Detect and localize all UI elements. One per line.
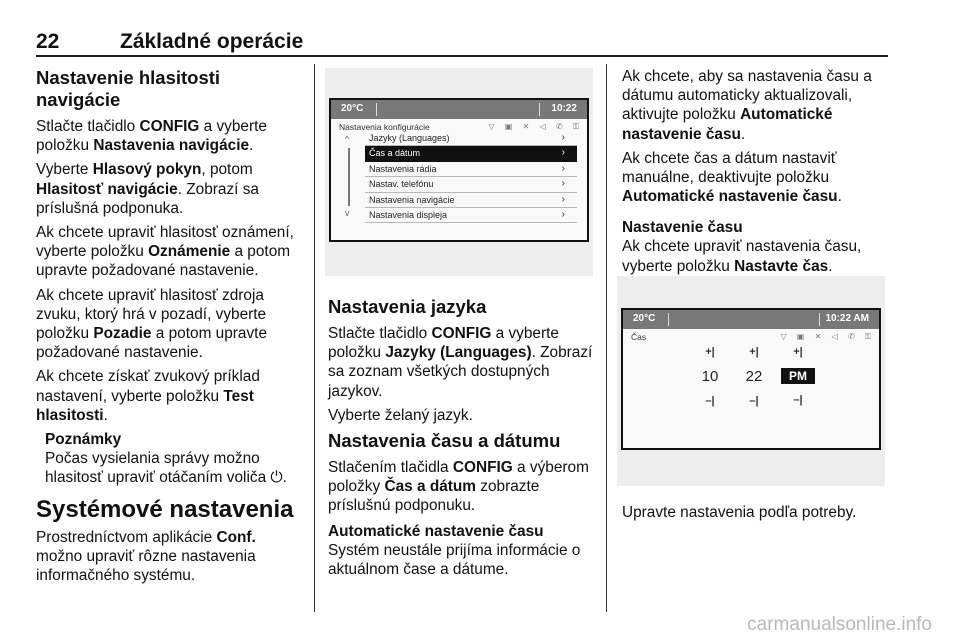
menu-item[interactable] — [365, 131, 577, 146]
screen-title: Čas — [631, 332, 647, 342]
menu-item-label: Nastavenia navigácie — [369, 194, 455, 205]
column-divider-2 — [606, 64, 607, 612]
menu-item-label: Nastav. telefónu — [369, 179, 434, 190]
menu-item[interactable] — [365, 193, 577, 208]
status-icons: ▽ ▣ ✕ ◁ ✆ ⚿ — [488, 122, 583, 131]
chevron-right-icon: › — [561, 162, 565, 174]
display-screen — [621, 308, 881, 450]
status-separator — [668, 313, 669, 326]
clock: 10:22 AM — [825, 313, 869, 324]
hour-plus-button[interactable]: +| — [705, 346, 715, 358]
figure-config-menu — [325, 68, 593, 276]
column-2 — [328, 296, 598, 584]
minute-minus-button[interactable]: –| — [749, 395, 759, 407]
paragraph: Ak chcete upraviť hlasitosť zdroja zvuku, ktorý hrá v pozadí, vyberte položku Pozadie a potom upravte požadované nastavenie. — [36, 286, 267, 362]
scroll-up-icon[interactable]: ^ — [345, 134, 350, 144]
paragraph: Ak chcete, aby sa nastavenia času a dátumu automaticky aktualizovali, aktivujte položku Automatické nastavenie času. — [622, 68, 872, 143]
section-heading-language: Nastavenia jazyka — [328, 296, 487, 317]
menu-item-label: Nastavenia rádia — [369, 163, 437, 174]
watermark: carmanualsonline.info — [747, 614, 932, 635]
chevron-right-icon: › — [561, 147, 565, 159]
paragraph: Vyberte Hlasový pokyn, potom Hlasitosť navigácie. Zobrazí sa príslušná podponuka. — [36, 161, 259, 217]
paragraph: Ak chcete získať zvukový príklad nastavení, vyberte položku Test hlasitosti. — [36, 368, 260, 424]
minute-control — [737, 346, 771, 407]
paragraph: Vyberte želaný jazyk. — [328, 406, 473, 424]
hour-minus-button[interactable]: –| — [705, 395, 715, 407]
figure-time-setting — [617, 276, 885, 486]
menu-item[interactable] — [365, 162, 577, 177]
chevron-right-icon: › — [561, 178, 565, 190]
chevron-right-icon: › — [561, 208, 565, 220]
status-separator — [539, 103, 540, 116]
subheading-auto-time: Automatické nastavenie času — [328, 522, 544, 540]
chevron-right-icon: › — [561, 132, 565, 143]
note-title: Poznámky — [45, 431, 122, 449]
chapter-title: Základné operácie — [120, 30, 304, 53]
chevron-right-icon: › — [561, 193, 565, 205]
column-3-bottom — [622, 503, 890, 527]
note-box — [36, 430, 306, 488]
menu-item-label: Jazyky (Languages) — [369, 133, 450, 143]
paragraph: Stlačte tlačidlo CONFIG a vyberte položku Jazyky (Languages). Zobrazí sa zoznam všetkých dostupných jazykov. — [328, 325, 593, 400]
config-menu-list — [365, 131, 577, 223]
hour-control — [693, 346, 727, 407]
paragraph: Ak chcete upraviť nastavenia času, vyberte položku Nastavte čas. — [622, 238, 862, 275]
column-3 — [622, 67, 890, 281]
paragraph: Prostredníctvom aplikácie Conf. možno upraviť rôzne nastavenia informačného systému. — [36, 528, 256, 585]
menu-item-label: Čas a dátum — [369, 148, 421, 159]
status-icons: ▽ ▣ ✕ ◁ ✆ ⚿ — [780, 332, 875, 341]
note-text: Počas vysielania správy možno hlasitosť upraviť otáčaním voliča ⏻. — [45, 450, 287, 487]
paragraph: Ak chcete čas a dátum nastaviť manuálne, deaktivujte položku Automatické nastavenie času. — [622, 149, 842, 206]
temperature: 20°C — [341, 103, 364, 114]
hour-value: 10 — [701, 368, 719, 385]
minute-plus-button[interactable]: +| — [749, 346, 759, 358]
menu-item[interactable] — [365, 146, 577, 161]
column-1 — [36, 67, 306, 590]
temperature: 20°C — [633, 313, 656, 324]
paragraph: Stlačením tlačidla CONFIG a výberom položky Čas a dátum zobrazte príslušnú podponuku. — [328, 459, 589, 515]
subheading-set-time: Nastavenie času — [622, 219, 743, 237]
status-bar — [623, 310, 879, 329]
scroll-down-icon[interactable]: v — [345, 208, 350, 218]
ampm-plus-button[interactable]: +| — [793, 346, 803, 358]
screen-title: Nastavenia konfigurácie — [339, 122, 430, 132]
status-bar — [331, 100, 587, 119]
column-divider-1 — [314, 64, 315, 612]
clock: 10:22 — [551, 103, 577, 114]
paragraph: Systém neustále prijíma informácie o aktuálnom čase a dátume. — [328, 541, 581, 578]
section-heading-nav-volume: Nastavenie hlasitosti navigácie — [36, 67, 221, 110]
menu-item[interactable] — [365, 177, 577, 192]
scrollbar[interactable] — [348, 148, 350, 206]
section-heading-time-date: Nastavenia času a dátumu — [328, 430, 561, 452]
header-rule — [36, 55, 888, 57]
paragraph: Ak chcete upraviť hlasitosť oznámení, vyberte položku Oznámenie a potom upravte požadované nastavenie. — [36, 224, 294, 280]
ampm-value[interactable]: PM — [781, 368, 815, 384]
section-heading-system-settings: Systémové nastavenia — [36, 495, 294, 523]
display-screen — [329, 98, 589, 242]
power-knob-icon: ⏻ — [270, 469, 283, 487]
menu-item[interactable] — [365, 208, 577, 223]
paragraph: Stlačte tlačidlo CONFIG a vyberte položku Nastavenia navigácie. — [36, 118, 267, 155]
minute-value: 22 — [745, 368, 763, 385]
page-number: 22 — [36, 30, 60, 53]
paragraph: Upravte nastavenia podľa potreby. — [622, 504, 857, 521]
ampm-minus-button[interactable]: –| — [793, 394, 803, 406]
status-separator — [819, 313, 820, 326]
page-header — [36, 30, 888, 56]
status-separator — [376, 103, 377, 116]
ampm-control — [781, 346, 815, 406]
menu-item-label: Nastavenia displeja — [369, 209, 448, 220]
